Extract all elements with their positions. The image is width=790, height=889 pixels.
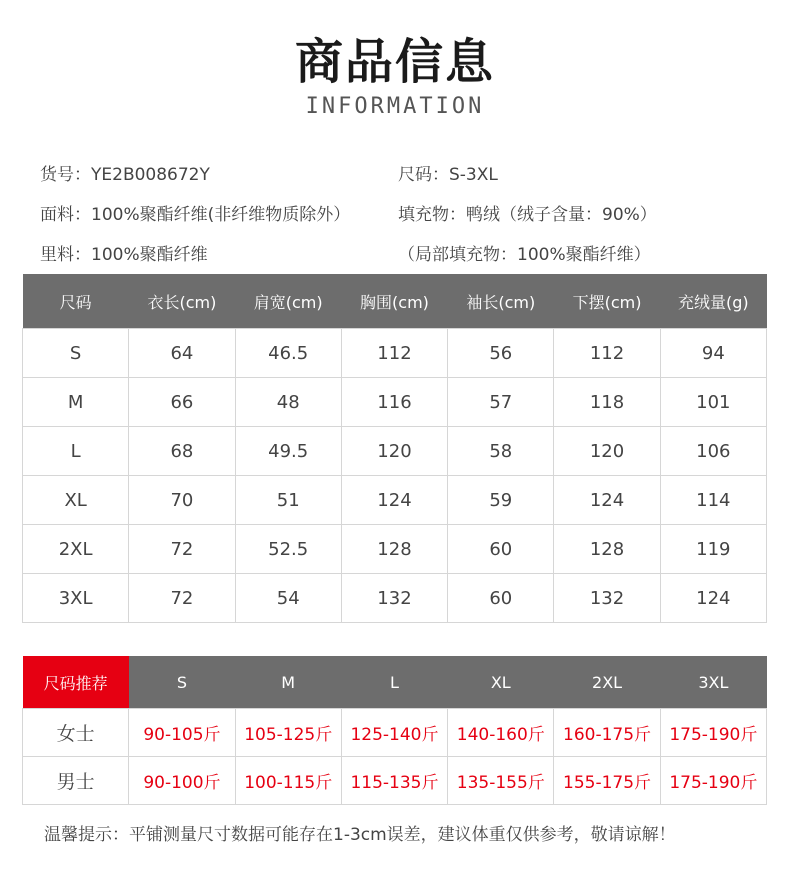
table-cell: 101	[660, 378, 766, 427]
table-cell: 118	[554, 378, 660, 427]
table-cell: 60	[448, 525, 554, 574]
table-cell: 124	[554, 476, 660, 525]
table-cell: 51	[235, 476, 341, 525]
weight-cell: 90-100斤	[129, 757, 235, 805]
info-item-no: 货号：YE2B008672Y	[40, 165, 210, 185]
weight-cell: 100-115斤	[235, 757, 341, 805]
table-cell: 48	[235, 378, 341, 427]
table-row	[23, 427, 767, 476]
spec-header-cell: 衣长(cm)	[129, 274, 235, 329]
weight-cell: 125-140斤	[341, 709, 447, 757]
table-cell: 119	[660, 525, 766, 574]
table-cell: 49.5	[235, 427, 341, 476]
table-row	[23, 378, 767, 427]
table-row	[23, 709, 767, 757]
table-cell: S	[23, 329, 129, 378]
table-cell: 124	[341, 476, 447, 525]
spec-header-cell: 胸围(cm)	[341, 274, 447, 329]
table-cell: 57	[448, 378, 554, 427]
info-partial-filling: （局部填充物：100%聚酯纤维）	[398, 245, 651, 265]
recommend-header-row	[23, 656, 767, 709]
table-row	[23, 757, 767, 805]
table-cell: 132	[554, 574, 660, 623]
size-spec-table	[22, 274, 767, 623]
table-cell: 114	[660, 476, 766, 525]
table-row	[23, 525, 767, 574]
table-cell: 70	[129, 476, 235, 525]
weight-cell: 175-190斤	[660, 757, 766, 805]
table-cell: 60	[448, 574, 554, 623]
table-cell: 112	[341, 329, 447, 378]
size-recommend-table	[22, 656, 767, 805]
info-filling: 填充物：鸭绒（绒子含量：90%）	[398, 205, 657, 225]
gender-cell: 女士	[23, 709, 129, 757]
table-cell: L	[23, 427, 129, 476]
spec-header-cell: 充绒量(g)	[660, 274, 766, 329]
weight-cell: 135-155斤	[448, 757, 554, 805]
table-cell: XL	[23, 476, 129, 525]
table-row	[23, 329, 767, 378]
table-cell: 52.5	[235, 525, 341, 574]
weight-cell: 175-190斤	[660, 709, 766, 757]
table-cell: 124	[660, 574, 766, 623]
table-cell: M	[23, 378, 129, 427]
table-cell: 66	[129, 378, 235, 427]
page-title: 商品信息	[294, 34, 495, 90]
recommend-header-cell: M	[235, 656, 341, 709]
info-fabric: 面料：100%聚酯纤维(非纤维物质除外）	[40, 205, 351, 225]
recommend-header-cell: 3XL	[660, 656, 766, 709]
table-cell: 68	[129, 427, 235, 476]
recommend-label: 尺码推荐	[23, 656, 129, 709]
recommend-header-cell: 2XL	[554, 656, 660, 709]
gender-cell: 男士	[23, 757, 129, 805]
table-row	[23, 574, 767, 623]
table-cell: 2XL	[23, 525, 129, 574]
table-cell: 59	[448, 476, 554, 525]
weight-cell: 90-105斤	[129, 709, 235, 757]
measurement-tip: 温馨提示：平铺测量尺寸数据可能存在1-3cm误差，建议体重仅供参考，敬请谅解！	[44, 825, 676, 845]
info-lining: 里料：100%聚酯纤维	[40, 245, 208, 265]
weight-cell: 105-125斤	[235, 709, 341, 757]
table-cell: 116	[341, 378, 447, 427]
info-size-range: 尺码：S-3XL	[398, 165, 498, 185]
table-cell: 64	[129, 329, 235, 378]
recommend-header-cell: XL	[448, 656, 554, 709]
spec-header-row	[23, 274, 767, 329]
table-row	[23, 476, 767, 525]
recommend-header-cell: L	[341, 656, 447, 709]
table-cell: 128	[554, 525, 660, 574]
table-cell: 58	[448, 427, 554, 476]
weight-cell: 155-175斤	[554, 757, 660, 805]
table-cell: 120	[554, 427, 660, 476]
table-cell: 56	[448, 329, 554, 378]
table-cell: 120	[341, 427, 447, 476]
table-cell: 112	[554, 329, 660, 378]
spec-header-cell: 袖长(cm)	[448, 274, 554, 329]
table-cell: 3XL	[23, 574, 129, 623]
table-cell: 106	[660, 427, 766, 476]
table-cell: 94	[660, 329, 766, 378]
table-cell: 72	[129, 574, 235, 623]
table-cell: 54	[235, 574, 341, 623]
spec-header-cell: 肩宽(cm)	[235, 274, 341, 329]
weight-cell: 160-175斤	[554, 709, 660, 757]
weight-cell: 115-135斤	[341, 757, 447, 805]
spec-header-cell: 下摆(cm)	[554, 274, 660, 329]
recommend-header-cell: S	[129, 656, 235, 709]
weight-cell: 140-160斤	[448, 709, 554, 757]
table-cell: 72	[129, 525, 235, 574]
table-cell: 46.5	[235, 329, 341, 378]
spec-header-cell: 尺码	[23, 274, 129, 329]
table-cell: 132	[341, 574, 447, 623]
page-subtitle: INFORMATION	[305, 94, 485, 119]
table-cell: 128	[341, 525, 447, 574]
